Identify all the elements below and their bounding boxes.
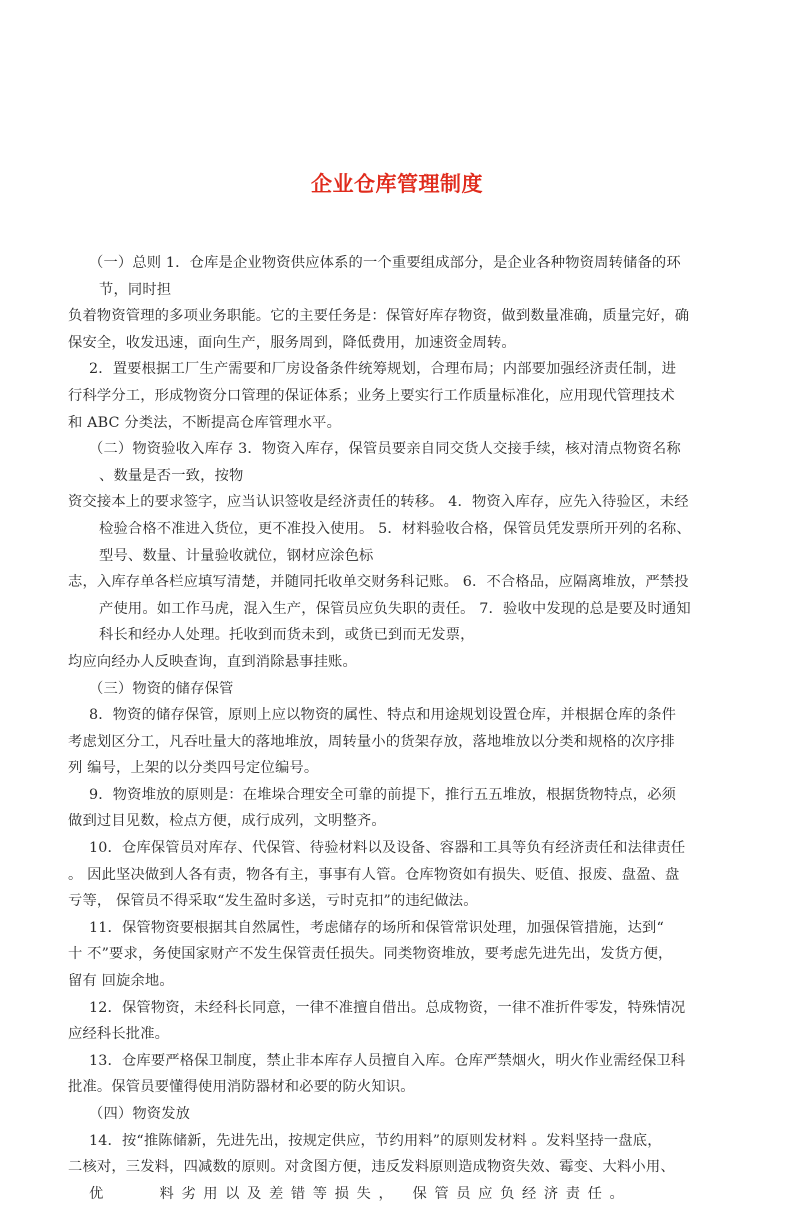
body-line: 优 料劣用以及差错等损失， 保管员应负经济责任。	[89, 1185, 632, 1202]
body-line: （三）物资的储存保管	[89, 680, 234, 697]
body-line: 12．保管物资，未经科长同意，一律不准擅自借出。总成物资，一律不准折件零发，特殊情况	[89, 999, 686, 1016]
body-line: 和 ABC 分类法，不断提高仓库管理水平。	[68, 414, 342, 431]
document-body	[68, 250, 712, 1207]
body-line: 、数量是否一致，按物	[99, 467, 244, 484]
body-line: 。 因此坚决做到人各有责，物各有主，事事有人管。仓库物资如有损失、贬值、报废、盘盈、盘	[68, 866, 680, 883]
body-line: 13．仓库要严格保卫制度，禁止非本库存人员擅自入库。仓库严禁烟火，明火作业需经保卫科	[89, 1052, 686, 1069]
body-line: 批准。保管员要懂得使用消防器材和必要的防火知识。	[68, 1079, 415, 1096]
body-line: 应经科长批准。	[68, 1026, 170, 1043]
body-line: 2．置要根据工厂生产需要和厂房设备条件统筹规划，合理布局；内部要加强经济责任制，进	[89, 361, 677, 378]
body-line: 节，同时担	[99, 281, 172, 298]
body-line: 14．按“推陈储新，先进先出，按规定供应，节约用料”的原则发材料 。发料坚持一盘底，	[89, 1132, 662, 1149]
body-line: 志，入库存单各栏应填写清楚，并随同托收单交财务科记账。 6．不合格品，应隔离堆放，严禁投	[68, 574, 689, 591]
body-line: 亏等， 保管员不得采取“发生盈时多送，亏时克扣”的违纪做法。	[68, 893, 478, 910]
body-line: 科长和经办人处理。托收到而货未到，或货已到而无发票，	[99, 627, 475, 644]
body-line: （二）物资验收入库存 3．物资入库存，保管员要亲自同交货人交接手续，核对清点物资名称	[89, 441, 681, 458]
body-line: （一）总则 1．仓库是企业物资供应体系的一个重要组成部分，是企业各种物资周转储备的环	[89, 255, 681, 271]
body-line: （四）物资发放	[89, 1106, 191, 1122]
body-line: 负着物资管理的多项业务职能。它的主要任务是：保管好库存物资，做到数量准确，质量完好，确	[68, 308, 690, 325]
body-line: 9．物资堆放的原则是：在堆垛合理安全可靠的前提下，推行五五堆放，根据货物特点，必须	[89, 786, 677, 803]
body-line: 行科学分工，形成物资分口管理的保证体系；业务上要实行工作质量标准化，应用现代管理技术	[68, 387, 675, 404]
body-line: 留有 回旋余地。	[68, 973, 174, 990]
body-line: 保安全，收发迅速，面向生产，服务周到，降低费用，加速资金周转。	[68, 334, 516, 351]
body-line: 型号、数量、计量验收就位，钢材应涂色标	[99, 547, 374, 564]
body-line: 10．仓库保管员对库存、代保管、待验材料以及设备、容器和工具等负有经济责任和法律责任	[89, 840, 686, 857]
body-line: 8．物资的储存保管，原则上应以物资的属性、特点和用途规划设置仓库，并根据仓库的条件	[89, 707, 677, 724]
body-line: 做到过目见数，检点方便，成行成列，文明整齐。	[68, 813, 386, 830]
body-line: 二核对，三发料，四减数的原则。对贪图方便，违反发料原则造成物资失效、霉变、大料小用、	[68, 1159, 675, 1176]
body-line: 检验合格不准进入货位，更不准投入使用。 5．材料验收合格，保管员凭发票所开列的名称、	[99, 520, 691, 537]
page-title: 企业仓库管理制度	[311, 172, 483, 196]
body-line: 均应向经办人反映查询，直到消除悬事挂账。	[68, 653, 357, 670]
body-line: 考虑划区分工，凡吞吐量大的落地堆放，周转量小的货架存放，落地堆放以分类和规格的次序排	[68, 733, 675, 750]
body-line: 产使用。如工作马虎，混入生产，保管员应负失职的责任。 7．验收中发现的总是要及时通知	[99, 600, 691, 617]
body-line: 11．保管物资要根据其自然属性，考虑储存的场所和保管常识处理，加强保管措施，达到“	[89, 919, 664, 936]
body-line: 资交接本上的要求签字，应当认识签收是经济责任的转移。 4．物资入库存，应先入待验区，未经	[68, 494, 689, 511]
body-line: 十 不”要求，务使国家财产不发生保管责任损失。同类物资堆放，要考虑先进先出，发货方便，	[68, 946, 673, 963]
body-line: 列 编号，上架的以分类四号定位编号。	[68, 760, 319, 777]
